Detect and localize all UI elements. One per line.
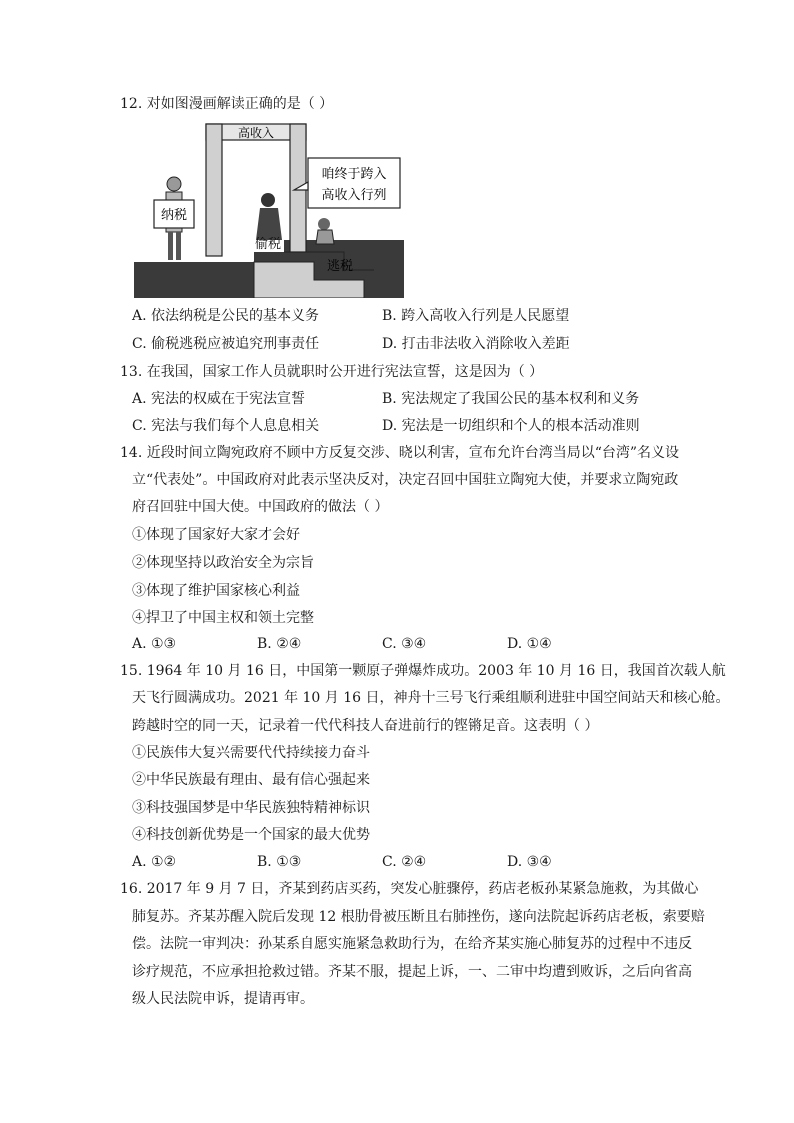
label-escape-tax: 逃税	[326, 259, 354, 274]
question-15-stem-line: 15. 1964 年 10 月 16 日，中国第一颗原子弹爆炸成功。2003 年 10 月 16 日，我国首次载人航	[120, 663, 726, 679]
q13-option-a: A. 宪法的权威在于宪法宣誓	[132, 391, 306, 407]
q15-item: ②中华民族最有理由、最有信心强起来	[132, 772, 370, 788]
q15-option-b: B. ①③	[257, 854, 302, 870]
q14-option-b: B. ②④	[257, 636, 302, 652]
q12-option-d: D. 打击非法收入消除收入差距	[382, 336, 570, 352]
q14-item: ④捍卫了中国主权和领土完整	[132, 610, 314, 626]
question-15-stem-line: 天飞行圆满成功。2021 年 10 月 16 日，神舟十三号飞行乘组顺利进驻中国空间站天和核心舱。	[132, 690, 730, 706]
question-12-stem: 12. 对如图漫画解读正确的是（ ）	[120, 96, 334, 112]
speech-line-2: 高收入行列	[321, 188, 387, 203]
question-16-stem-line: 诊疗规范，不应承担抢救过错。齐某不服，提起上诉，一、二审中均遭到败诉，之后向省高	[132, 964, 692, 980]
q14-item: ③体现了维护国家核心利益	[132, 583, 300, 599]
question-14-stem-line: 立“代表处”。中国政府对此表示坚决反对，决定召回中国驻立陶宛大使，并要求立陶宛政	[132, 472, 679, 488]
q14-item: ②体现坚持以政治安全为宗旨	[132, 555, 314, 571]
question-14-stem-line: 14. 近段时间立陶宛政府不顾中方反复交涉、晓以利害，宣布允许台湾当局以“台湾”名义设	[120, 445, 680, 461]
question-13-stem: 13. 在我国，国家工作人员就职时公开进行宪法宣誓，这是因为（ ）	[120, 364, 544, 380]
question-16-stem-line: 肺复苏。齐某苏醒入院后发现 12 根肋骨被压断且右肺挫伤，遂向法院起诉药店老板，索要赔	[132, 909, 705, 925]
q14-item: ①体现了国家好大家才会好	[132, 527, 300, 543]
q12-option-b: B. 跨入高收入行列是人民愿望	[382, 308, 570, 324]
q12-option-c: C. 偷税逃税应被追究刑事责任	[132, 336, 320, 352]
speech-line-1: 咱终于跨入	[321, 167, 387, 182]
q15-item: ④科技创新优势是一个国家的最大优势	[132, 827, 370, 843]
gate-label: 高收入	[237, 126, 275, 140]
q15-option-a: A. ①②	[132, 854, 177, 870]
q14-option-d: D. ①④	[507, 636, 552, 652]
question-15-stem-line: 跨越时空的同一天，记录着一代代科技人奋进前行的铿锵足音。这表明（ ）	[132, 718, 599, 734]
question-16-stem-line: 偿。法院一审判决：孙某系自愿实施紧急救助行为，在给齐某实施心肺复苏的过程中不违反	[132, 936, 692, 952]
label-evade-tax: 偷税	[254, 237, 282, 252]
q14-option-a: A. ①③	[132, 636, 177, 652]
q13-option-b: B. 宪法规定了我国公民的基本权利和义务	[382, 391, 640, 407]
q13-option-d: D. 宪法是一切组织和个人的根本活动准则	[382, 418, 640, 434]
q15-option-d: D. ③④	[507, 854, 552, 870]
q15-item: ③科技强国梦是中华民族独特精神标识	[132, 800, 370, 816]
q13-option-c: C. 宪法与我们每个人息息相关	[132, 418, 320, 434]
label-pay-tax: 纳税	[160, 208, 188, 223]
q12-option-a: A. 依法纳税是公民的基本义务	[132, 308, 320, 324]
tax-cartoon-image	[134, 120, 404, 298]
q15-option-c: C. ②④	[382, 854, 427, 870]
question-16-stem-line: 级人民法院申诉，提请再审。	[132, 991, 314, 1007]
question-14-stem-line: 府召回驻中国大使。中国政府的做法（ ）	[132, 499, 389, 515]
question-16-stem-line: 16. 2017 年 9 月 7 日，齐某到药店买药，突发心脏骤停，药店老板孙某紧急施救，为其做心	[120, 881, 699, 897]
q15-item: ①民族伟大复兴需要代代持续接力奋斗	[132, 745, 370, 761]
q14-option-c: C. ③④	[382, 636, 427, 652]
